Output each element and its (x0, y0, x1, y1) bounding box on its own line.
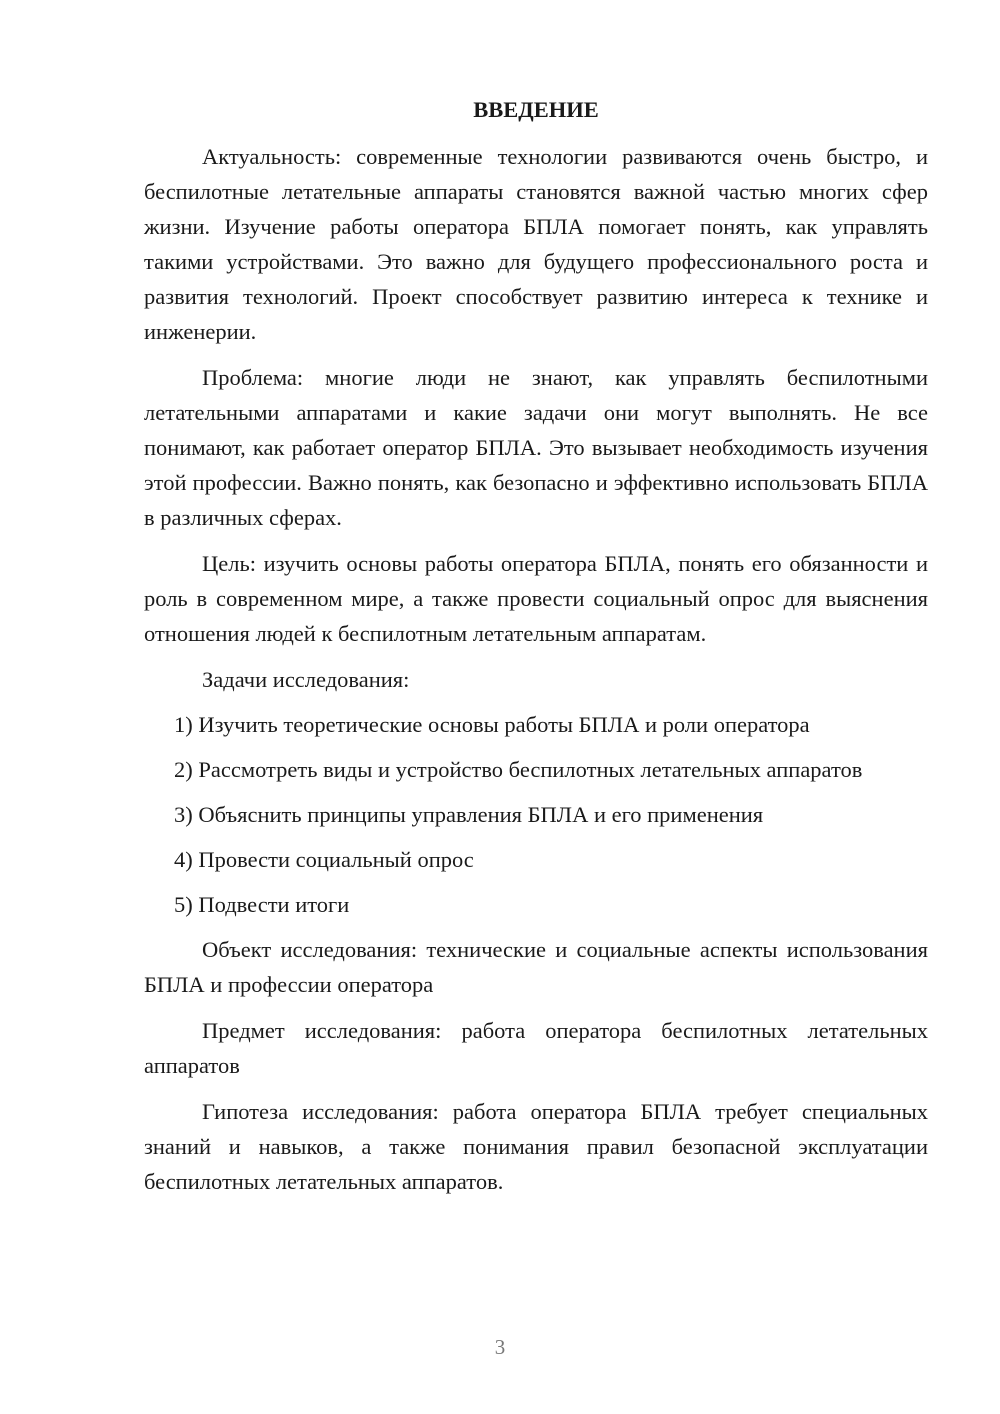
task-item: 3) Объяснить принципы управления БПЛА и его применения (174, 802, 764, 827)
section-title: ВВЕДЕНИЕ (473, 97, 599, 122)
task-item: 1) Изучить теоретические основы работы БПЛА и роли оператора (174, 712, 810, 737)
task-item: 5) Подвести итоги (174, 892, 350, 917)
paragraph-relevance: Актуальность: современные технологии развиваются очень быстро, и беспилотные летательные аппараты становятся важной частью многих сфер жизни. Изучение работы оператора БПЛА помогает понять, как управлять такими устройствами. Это важно для будущего профессионального роста и развития технологий. Проект способствует развитию интереса к технике и инженерии. (144, 144, 928, 344)
tasks-list (144, 707, 928, 922)
paragraph-hypothesis: Гипотеза исследования: работа оператора БПЛА требует специальных знаний и навыков, а также понимания правил безопасной эксплуатации беспилотных летательных аппаратов. (144, 1099, 928, 1194)
paragraph-problem: Проблема: многие люди не знают, как управлять беспилотными летательными аппаратами и какие задачи они могут выполнять. Не все понимают, как работает оператор БПЛА. Это вызывает необходимость изучения этой профессии. Важно понять, как безопасно и эффективно использовать БПЛА в различных сферах. (144, 365, 928, 530)
page-content (144, 92, 928, 1210)
paragraph-subject: Предмет исследования: работа оператора беспилотных летательных аппаратов (144, 1018, 928, 1078)
task-item: 2) Рассмотреть виды и устройство беспилотных летательных аппаратов (174, 757, 863, 782)
paragraph-goal: Цель: изучить основы работы оператора БПЛА, понять его обязанности и роль в современном мире, а также провести социальный опрос для выяснения отношения людей к беспилотным летательным аппаратам. (144, 551, 928, 646)
paragraph-object: Объект исследования: технические и социальные аспекты использования БПЛА и профессии оператора (144, 937, 928, 997)
tasks-heading: Задачи исследования: (202, 667, 410, 692)
task-item: 4) Провести социальный опрос (174, 847, 474, 872)
page-number: 3 (494, 1335, 506, 1359)
